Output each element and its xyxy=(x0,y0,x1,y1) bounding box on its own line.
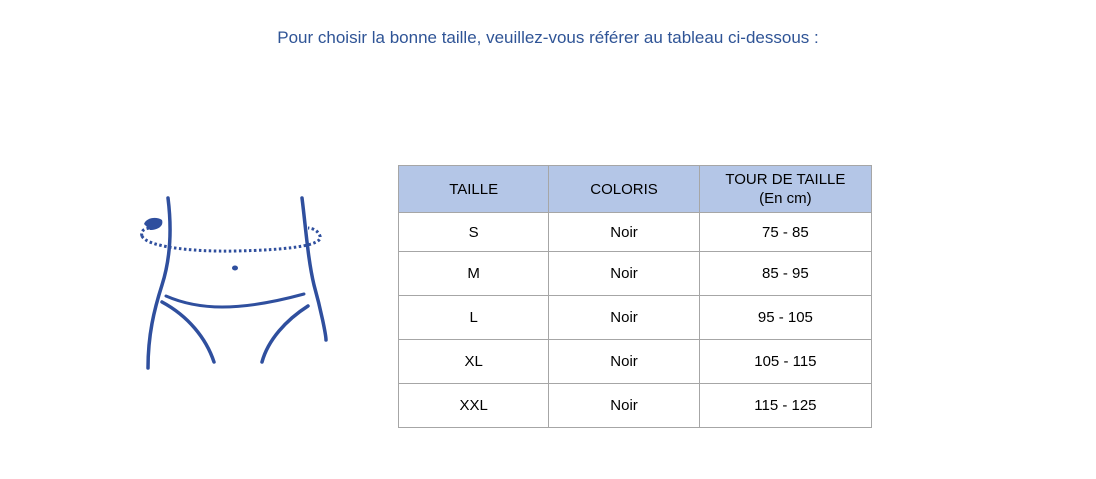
header-size: TAILLE xyxy=(399,166,549,213)
table-row xyxy=(399,296,872,340)
cell-color: Noir xyxy=(549,252,699,296)
cell-waist: 95 - 105 xyxy=(699,296,871,340)
header-waist xyxy=(699,166,871,213)
header-waist-line2: (En cm) xyxy=(759,190,812,207)
waist-figure xyxy=(128,190,338,375)
cell-color: Noir xyxy=(549,213,699,252)
header-waist-line1: TOUR DE TAILLE xyxy=(725,171,846,188)
table-header-row xyxy=(399,166,872,213)
page-title: Pour choisir la bonne taille, veuillez-vous référer au tableau ci-dessous : xyxy=(277,28,819,47)
cell-size: S xyxy=(399,213,549,252)
cell-waist: 75 - 85 xyxy=(699,213,871,252)
cell-color: Noir xyxy=(549,384,699,428)
cell-color: Noir xyxy=(549,296,699,340)
cell-size: M xyxy=(399,252,549,296)
table-row xyxy=(399,384,872,428)
header-color: COLORIS xyxy=(549,166,699,213)
table-row xyxy=(399,252,872,296)
cell-waist: 85 - 95 xyxy=(699,252,871,296)
cell-size: XL xyxy=(399,340,549,384)
cell-color: Noir xyxy=(549,340,699,384)
table-row xyxy=(399,213,872,252)
size-table xyxy=(398,165,872,428)
cell-size: XXL xyxy=(399,384,549,428)
cell-size: L xyxy=(399,296,549,340)
waist-figure-icon xyxy=(128,190,338,375)
cell-waist: 115 - 125 xyxy=(699,384,871,428)
table-row xyxy=(399,340,872,384)
cell-waist: 105 - 115 xyxy=(699,340,871,384)
